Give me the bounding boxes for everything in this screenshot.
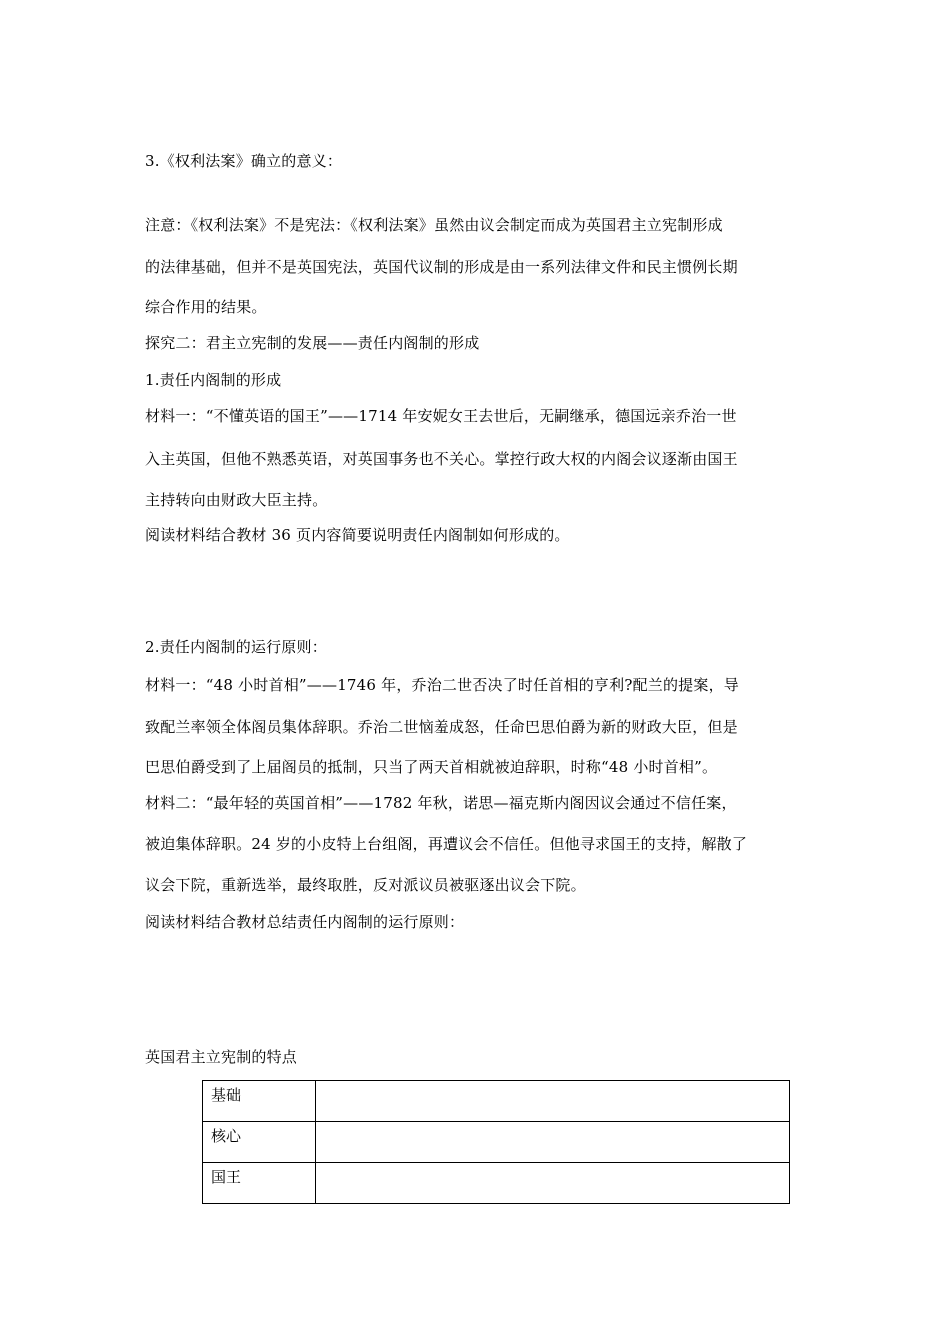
explore-two-title: 探究二：君主立宪制的发展——责任内阁制的形成 — [145, 334, 480, 352]
material-2b-line-1: 材料二：“最年轻的英国首相”——1782 年秋，诺思—福克斯内阁因议会通过不信任案， — [145, 794, 737, 812]
question-1: 阅读材料结合教材 36 页内容简要说明责任内阁制如何形成的。 — [145, 526, 570, 544]
row-label: 基础 — [203, 1081, 316, 1122]
significance-heading: 3.《权利法案》确立的意义： — [145, 152, 343, 170]
material-2a-line-3: 巴思伯爵受到了上届阁员的抵制，只当了两天首相就被迫辞职，时称“48 小时首相”。 — [145, 758, 718, 776]
table-row — [203, 1163, 790, 1204]
note-paragraph-line-1: 注意：《权利法案》不是宪法：《权利法案》虽然由议会制定而成为英国君主立宪制形成 — [145, 216, 723, 234]
material-2a-line-2: 致配兰率领全体阁员集体辞职。乔治二世恼羞成怒，任命巴思伯爵为新的财政大臣，但是 — [145, 718, 738, 736]
material-1-line-2: 入主英国，但他不熟悉英语，对英国事务也不关心。掌控行政大权的内阁会议逐渐由国王 — [145, 450, 738, 468]
table-row — [203, 1081, 790, 1122]
note-paragraph-line-2: 的法律基础，但并不是英国宪法，英国代议制的形成是由一系列法律文件和民主惯例长期 — [145, 258, 738, 276]
table-row — [203, 1122, 790, 1163]
row-value-cell[interactable] — [316, 1163, 790, 1204]
note-paragraph-line-3: 综合作用的结果。 — [145, 298, 267, 316]
row-value-cell[interactable] — [316, 1081, 790, 1122]
row-value-cell[interactable] — [316, 1122, 790, 1163]
material-1-line-3: 主持转向由财政大臣主持。 — [145, 491, 328, 509]
section-2-title: 2.责任内阁制的运行原则： — [145, 638, 327, 656]
row-label: 国王 — [203, 1163, 316, 1204]
row-label: 核心 — [203, 1122, 316, 1163]
question-2: 阅读材料结合教材总结责任内阁制的运行原则： — [145, 913, 465, 931]
traits-table — [202, 1080, 790, 1204]
section-1-title: 1.责任内阁制的形成 — [145, 371, 282, 389]
material-2b-line-3: 议会下院，重新选举，最终取胜，反对派议员被驱逐出议会下院。 — [145, 876, 586, 894]
material-2b-line-2: 被迫集体辞职。24 岁的小皮特上台组阁，再遭议会不信任。但他寻求国王的支持，解散了 — [145, 835, 748, 853]
material-1-line-1: 材料一：“不懂英语的国王”——1714 年安妮女王去世后，无嗣继承，德国远亲乔治一世 — [145, 407, 737, 425]
table-title: 英国君主立宪制的特点 — [145, 1048, 298, 1066]
material-2a-line-1: 材料一：“48 小时首相”——1746 年，乔治二世否决了时任首相的亨利?配兰的提案，导 — [145, 676, 739, 694]
